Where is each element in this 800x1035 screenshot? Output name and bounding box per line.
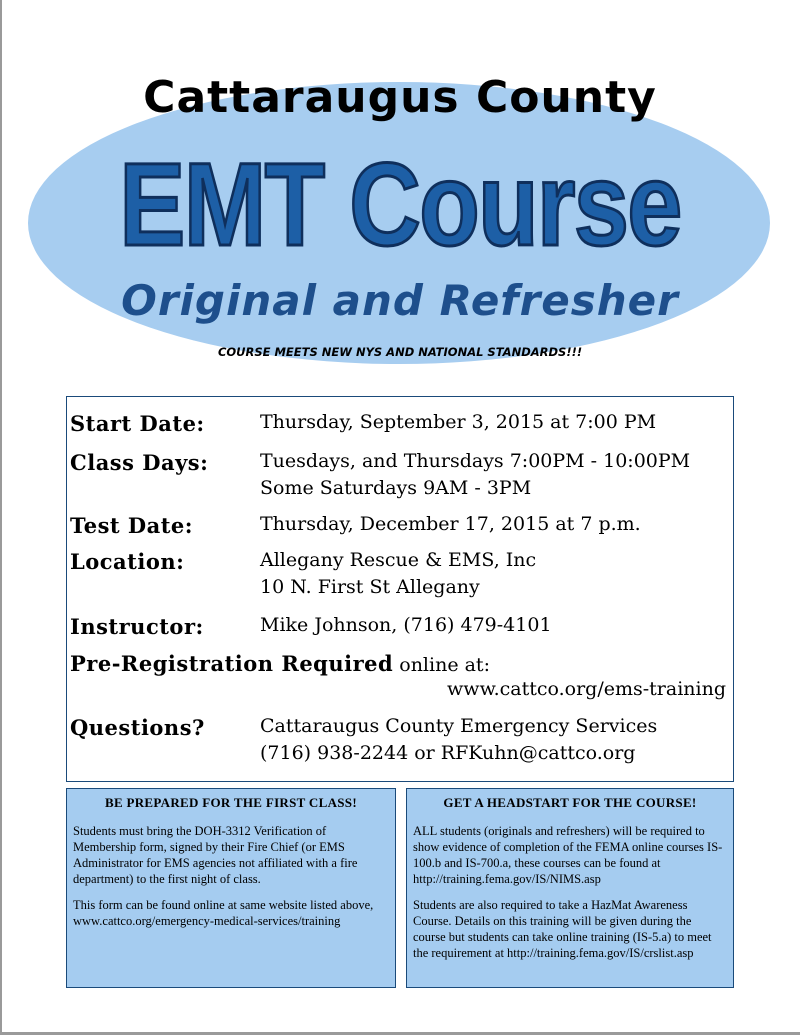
location-line2: 10 N. First St Allegany [260,576,480,598]
first-class-title: BE PREPARED FOR THE FIRST CLASS! [105,795,357,810]
headstart-title: GET A HEADSTART FOR THE COURSE! [443,795,697,810]
course-subtitle: Original and Refresher [121,276,679,325]
start-date-label: Start Date: [70,411,205,436]
first-class-paragraph-1: Students must bring the DOH-3312 Verification of Membership form, signed by their Fire Chief (or EMS Administrator for EMS agencies not affiliated with a fire department) to the first night of class. [73,824,358,886]
class-days-label: Class Days: [70,450,209,475]
first-class-box [66,788,396,988]
class-days-line2: Some Saturdays 9AM - 3PM [260,477,532,499]
county-title: Cattaraugus County [143,72,657,123]
preregistration-label: Pre-Registration Required [70,651,394,676]
preregistration-suffix: online at: [393,654,490,676]
headstart-box [406,788,734,988]
course-title: EMT Course [119,139,681,271]
questions-line1: Cattaraugus County Emergency Services [260,715,658,737]
class-days-line1: Tuesdays, and Thursdays 7:00PM - 10:00PM [260,450,691,472]
preregistration-line [70,651,490,676]
instructor-label: Instructor: [70,614,204,639]
headstart-paragraph-2: Students are also required to take a HazMat Awareness Course. Details on this training will be given during the course but students can take online training (IS-5.a) to meet the requirement at http://training.fema.gov/IS/crslist.asp [413,898,712,960]
page-left-border [0,0,2,1035]
standards-note: COURSE MEETS NEW NYS AND NATIONAL STANDARDS!!! [217,345,583,359]
location-label: Location: [70,549,185,574]
instructor-value: Mike Johnson, (716) 479-4101 [260,614,552,636]
test-date-value: Thursday, December 17, 2015 at 7 p.m. [260,513,641,535]
test-date-label: Test Date: [70,513,194,538]
start-date-value: Thursday, September 3, 2015 at 7:00 PM [260,411,657,433]
questions-label: Questions? [70,715,205,740]
location-line1: Allegany Rescue & EMS, Inc [260,549,537,571]
headstart-paragraph-1: ALL students (originals and refreshers) will be required to show evidence of completion of the FEMA online courses IS-100.b and IS-700.a, these courses can be found at http://training.fema.gov/IS/NIMS.asp [413,824,723,886]
registration-url[interactable]: www.cattco.org/ems-training [447,678,726,700]
questions-line2: (716) 938-2244 or RFKuhn@cattco.org [260,742,636,764]
first-class-paragraph-2: This form can be found online at same website listed above, www.cattco.org/emergency-medical-services/training [73,898,374,928]
